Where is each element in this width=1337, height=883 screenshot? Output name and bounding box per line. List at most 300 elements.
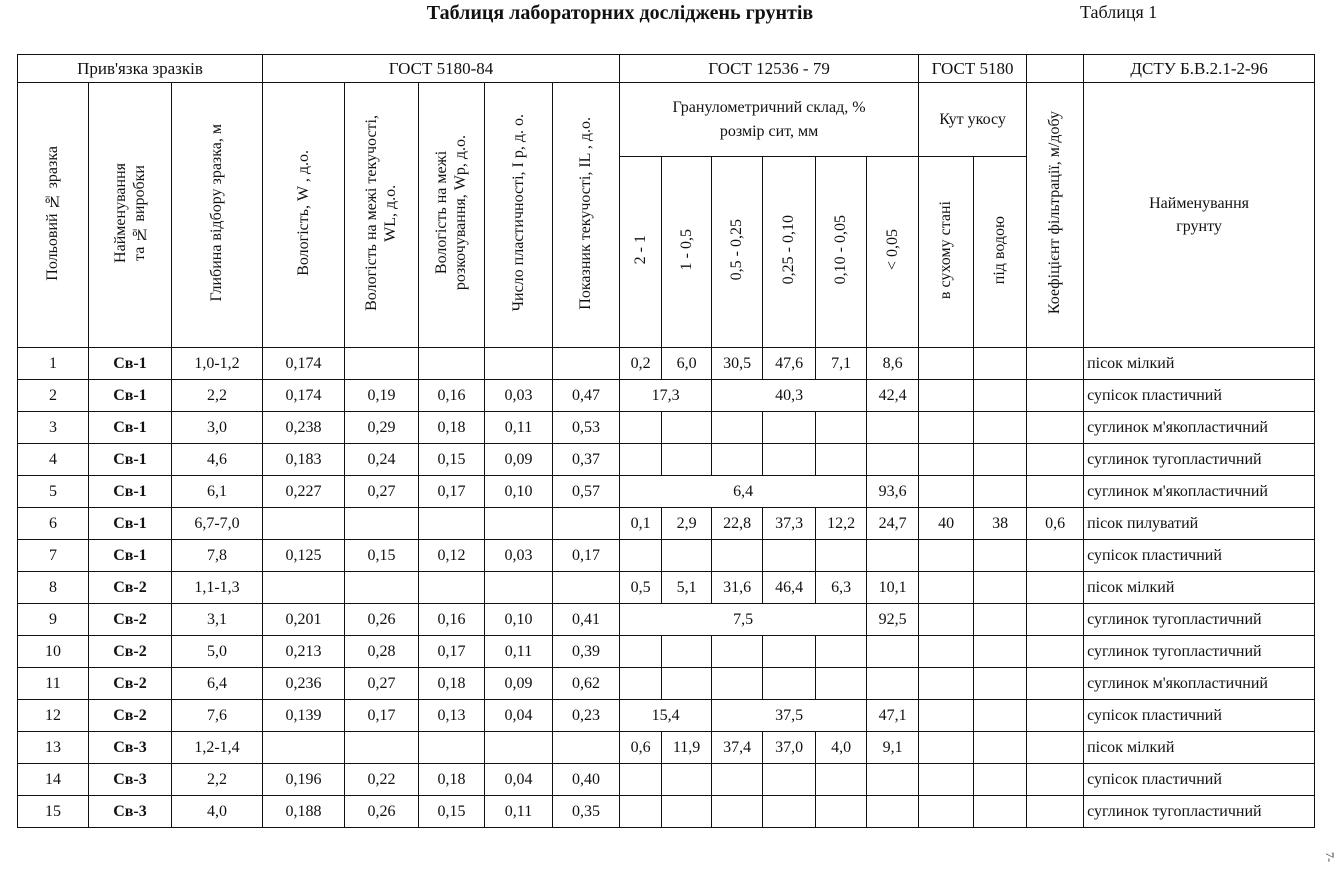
cell-sample-no: 1 <box>18 348 89 380</box>
cell-granulometry <box>662 764 712 796</box>
cell-plastic-limit: 0,18 <box>419 668 485 700</box>
cell-plasticity-index: 0,11 <box>485 796 553 828</box>
cell-plasticity-index: 0,09 <box>485 444 553 476</box>
cell-depth: 6,7-7,0 <box>172 508 263 540</box>
cell-moisture: 0,238 <box>263 412 345 444</box>
cell-working-name: Св-3 <box>89 796 172 828</box>
cell-working-name: Св-1 <box>89 444 172 476</box>
group-empty <box>1027 55 1084 83</box>
cell-slope-dry <box>919 444 974 476</box>
cell-plastic-limit <box>419 508 485 540</box>
cell-working-name: Св-2 <box>89 700 172 732</box>
cell-soil-name: суглинок м'якопластичний <box>1084 476 1315 508</box>
header-plasticity-index: Число пластичності, I p, д. о. <box>509 114 527 312</box>
table-row <box>18 508 1315 540</box>
cell-working-name: Св-1 <box>89 508 172 540</box>
cell-slope-wet <box>974 668 1027 700</box>
cell-depth: 1,0-1,2 <box>172 348 263 380</box>
cell-liquid-limit: 0,28 <box>345 636 419 668</box>
cell-soil-name: суглинок тугопластичний <box>1084 796 1315 828</box>
cell-granulometry <box>620 668 662 700</box>
cell-granulometry-fine: 42,4 <box>867 380 919 412</box>
cell-slope-dry <box>919 700 974 732</box>
header-filtration-cell <box>1027 83 1084 348</box>
cell-liquid-limit <box>345 348 419 380</box>
header-sieve-010-005: 0,10 - 0,05 <box>832 215 850 285</box>
cell-slope-dry <box>919 540 974 572</box>
header-soil-name: Найменування грунту <box>1084 83 1315 348</box>
header-sieve-1-05-cell <box>662 157 712 348</box>
cell-granulometry: 7,1 <box>816 348 867 380</box>
cell-liquid-limit: 0,15 <box>345 540 419 572</box>
cell-liquidity-index: 0,41 <box>553 604 620 636</box>
cell-liquidity-index: 0,53 <box>553 412 620 444</box>
cell-granulometry-medium: 40,3 <box>712 380 867 412</box>
cell-granulometry <box>763 540 816 572</box>
header-sieve-lt005-cell <box>867 157 919 348</box>
header-sieve-05-025: 0,5 - 0,25 <box>728 219 746 281</box>
cell-filtration <box>1027 604 1084 636</box>
cell-soil-name: супісок пластичний <box>1084 700 1315 732</box>
page-title: Таблиця лабораторних досліджень грунтів <box>426 2 814 24</box>
header-sieve-2-1: 2 - 1 <box>631 235 649 265</box>
cell-sample-no: 4 <box>18 444 89 476</box>
cell-granulometry <box>763 668 816 700</box>
cell-moisture: 0,125 <box>263 540 345 572</box>
group-gost5180-84: ГОСТ 5180-84 <box>263 55 620 83</box>
cell-granulometry: 31,6 <box>712 572 763 604</box>
cell-moisture: 0,227 <box>263 476 345 508</box>
cell-granulometry <box>662 412 712 444</box>
cell-granulometry <box>867 444 919 476</box>
header-working-name: Найменування та № виробки <box>111 163 148 263</box>
cell-liquidity-index <box>553 508 620 540</box>
cell-granulometry-coarse: 15,4 <box>620 700 712 732</box>
cell-depth: 6,1 <box>172 476 263 508</box>
cell-depth: 1,1-1,3 <box>172 572 263 604</box>
cell-liquid-limit: 0,22 <box>345 764 419 796</box>
cell-working-name: Св-2 <box>89 572 172 604</box>
cell-slope-wet <box>974 700 1027 732</box>
cell-plastic-limit: 0,18 <box>419 764 485 796</box>
cell-granulometry: 37,3 <box>763 508 816 540</box>
table-row <box>18 412 1315 444</box>
cell-depth: 4,0 <box>172 796 263 828</box>
header-sieve-025-010: 0,25 - 0,10 <box>780 215 798 285</box>
cell-granulometry: 10,1 <box>867 572 919 604</box>
cell-working-name: Св-2 <box>89 604 172 636</box>
cell-working-name: Св-1 <box>89 348 172 380</box>
cell-plastic-limit: 0,18 <box>419 412 485 444</box>
cell-granulometry <box>816 412 867 444</box>
table-row <box>18 764 1315 796</box>
cell-slope-dry <box>919 380 974 412</box>
cell-soil-name: пісок мілкий <box>1084 348 1315 380</box>
cell-filtration <box>1027 636 1084 668</box>
table-row <box>18 540 1315 572</box>
header-liquidity-index-cell <box>553 83 620 348</box>
cell-sample-no: 15 <box>18 796 89 828</box>
cell-granulometry <box>712 636 763 668</box>
cell-depth: 1,2-1,4 <box>172 732 263 764</box>
cell-moisture: 0,174 <box>263 348 345 380</box>
cell-slope-dry: 40 <box>919 508 974 540</box>
cell-granulometry <box>620 764 662 796</box>
cell-granulometry: 2,9 <box>662 508 712 540</box>
cell-moisture: 0,201 <box>263 604 345 636</box>
cell-granulometry: 47,6 <box>763 348 816 380</box>
cell-granulometry <box>712 540 763 572</box>
cell-slope-dry <box>919 636 974 668</box>
table-row <box>18 380 1315 412</box>
cell-granulometry: 0,5 <box>620 572 662 604</box>
cell-soil-name: пісок мілкий <box>1084 732 1315 764</box>
cell-sample-no: 11 <box>18 668 89 700</box>
table-row <box>18 668 1315 700</box>
header-sieve-2-1-cell <box>620 157 662 348</box>
cell-plastic-limit <box>419 572 485 604</box>
table-row <box>18 572 1315 604</box>
cell-granulometry: 5,1 <box>662 572 712 604</box>
header-moisture-cell <box>263 83 345 348</box>
cell-granulometry: 9,1 <box>867 732 919 764</box>
cell-plastic-limit: 0,15 <box>419 444 485 476</box>
cell-filtration <box>1027 764 1084 796</box>
cell-granulometry <box>816 764 867 796</box>
cell-liquidity-index: 0,57 <box>553 476 620 508</box>
cell-plasticity-index: 0,10 <box>485 476 553 508</box>
header-moisture: Вологість, W , д.о. <box>294 150 312 276</box>
cell-liquidity-index: 0,17 <box>553 540 620 572</box>
cell-plasticity-index <box>485 572 553 604</box>
header-plasticity-index-cell <box>485 83 553 348</box>
cell-working-name: Св-3 <box>89 764 172 796</box>
cell-filtration <box>1027 348 1084 380</box>
cell-depth: 3,0 <box>172 412 263 444</box>
cell-granulometry <box>712 412 763 444</box>
cell-moisture <box>263 732 345 764</box>
cell-granulometry <box>867 412 919 444</box>
cell-working-name: Св-3 <box>89 732 172 764</box>
cell-slope-wet <box>974 732 1027 764</box>
cell-granulometry <box>620 412 662 444</box>
cell-liquidity-index <box>553 732 620 764</box>
cell-sample-no: 7 <box>18 540 89 572</box>
cell-plastic-limit: 0,17 <box>419 476 485 508</box>
cell-moisture: 0,188 <box>263 796 345 828</box>
cell-moisture <box>263 508 345 540</box>
cell-soil-name: суглинок тугопластичний <box>1084 604 1315 636</box>
cell-liquid-limit: 0,26 <box>345 604 419 636</box>
cell-granulometry <box>763 636 816 668</box>
cell-granulometry <box>620 540 662 572</box>
cell-sample-no: 6 <box>18 508 89 540</box>
cell-slope-wet <box>974 412 1027 444</box>
cell-filtration <box>1027 700 1084 732</box>
cell-liquidity-index: 0,47 <box>553 380 620 412</box>
cell-granulometry-coarse: 17,3 <box>620 380 712 412</box>
table-row <box>18 604 1315 636</box>
cell-granulometry <box>712 796 763 828</box>
cell-slope-dry <box>919 604 974 636</box>
table-row <box>18 444 1315 476</box>
cell-granulometry <box>763 444 816 476</box>
cell-liquidity-index <box>553 572 620 604</box>
header-sample-no-cell <box>18 83 89 348</box>
cell-soil-name: пісок пилуватий <box>1084 508 1315 540</box>
cell-granulometry <box>763 412 816 444</box>
cell-plasticity-index <box>485 732 553 764</box>
cell-granulometry: 0,2 <box>620 348 662 380</box>
cell-granulometry <box>816 540 867 572</box>
header-dry-cell <box>919 157 974 348</box>
cell-granulometry-coarse: 6,4 <box>620 476 867 508</box>
cell-liquid-limit: 0,27 <box>345 476 419 508</box>
cell-granulometry-fine: 47,1 <box>867 700 919 732</box>
cell-liquidity-index: 0,35 <box>553 796 620 828</box>
cell-sample-no: 10 <box>18 636 89 668</box>
cell-granulometry <box>867 636 919 668</box>
header-filtration: Коефіцієнт фільтрації, м/добу <box>1046 111 1064 315</box>
cell-slope-dry <box>919 476 974 508</box>
cell-granulometry <box>867 764 919 796</box>
cell-soil-name: суглинок м'якопластичний <box>1084 668 1315 700</box>
cell-granulometry: 30,5 <box>712 348 763 380</box>
cell-granulometry <box>816 668 867 700</box>
cell-liquidity-index: 0,39 <box>553 636 620 668</box>
cell-slope-wet <box>974 348 1027 380</box>
header-sieve-lt005: < 0,05 <box>883 229 901 271</box>
cell-slope-wet <box>974 444 1027 476</box>
cell-granulometry <box>662 668 712 700</box>
cell-soil-name: суглинок тугопластичний <box>1084 636 1315 668</box>
cell-moisture <box>263 572 345 604</box>
cell-plastic-limit: 0,15 <box>419 796 485 828</box>
cell-liquid-limit: 0,26 <box>345 796 419 828</box>
cell-moisture: 0,139 <box>263 700 345 732</box>
cell-granulometry-medium: 37,5 <box>712 700 867 732</box>
cell-soil-name: супісок пластичний <box>1084 380 1315 412</box>
header-working-name-cell <box>89 83 172 348</box>
cell-granulometry <box>662 636 712 668</box>
cell-liquid-limit <box>345 732 419 764</box>
cell-liquidity-index: 0,23 <box>553 700 620 732</box>
cell-plastic-limit: 0,12 <box>419 540 485 572</box>
cell-soil-name: супісок пластичний <box>1084 764 1315 796</box>
cell-depth: 3,1 <box>172 604 263 636</box>
cell-liquid-limit: 0,24 <box>345 444 419 476</box>
cell-depth: 6,4 <box>172 668 263 700</box>
cell-depth: 2,2 <box>172 764 263 796</box>
cell-granulometry <box>620 636 662 668</box>
cell-granulometry <box>662 444 712 476</box>
cell-granulometry: 37,0 <box>763 732 816 764</box>
header-depth: Глибина відбору зразка, м <box>208 124 226 302</box>
cell-slope-wet <box>974 540 1027 572</box>
header-wet-cell <box>974 157 1027 348</box>
table-row <box>18 348 1315 380</box>
cell-sample-no: 8 <box>18 572 89 604</box>
cell-moisture: 0,236 <box>263 668 345 700</box>
cell-filtration <box>1027 412 1084 444</box>
cell-slope-dry <box>919 796 974 828</box>
header-plastic-limit: Вологість на межі розкочування, Wp, д.о. <box>433 135 470 291</box>
table-number: Таблиця 1 <box>1080 2 1158 22</box>
cell-granulometry: 4,0 <box>816 732 867 764</box>
cell-working-name: Св-1 <box>89 380 172 412</box>
cell-liquidity-index: 0,40 <box>553 764 620 796</box>
header-granulometry: Гранулометричний склад, % розмір сит, мм <box>620 83 919 157</box>
cell-depth: 7,6 <box>172 700 263 732</box>
cell-moisture: 0,196 <box>263 764 345 796</box>
header-depth-cell <box>172 83 263 348</box>
cell-granulometry <box>662 796 712 828</box>
cell-slope-dry <box>919 572 974 604</box>
cell-sample-no: 5 <box>18 476 89 508</box>
cell-liquidity-index: 0,62 <box>553 668 620 700</box>
header-wet: під водою <box>991 215 1009 285</box>
cell-soil-name: пісок мілкий <box>1084 572 1315 604</box>
cell-plasticity-index: 0,09 <box>485 668 553 700</box>
cell-filtration <box>1027 732 1084 764</box>
cell-granulometry: 22,8 <box>712 508 763 540</box>
cell-liquidity-index: 0,37 <box>553 444 620 476</box>
cell-sample-no: 12 <box>18 700 89 732</box>
cell-liquid-limit <box>345 508 419 540</box>
cell-granulometry: 0,6 <box>620 732 662 764</box>
cell-slope-wet <box>974 636 1027 668</box>
cell-granulometry <box>620 444 662 476</box>
cell-granulometry <box>867 540 919 572</box>
cell-plasticity-index: 0,04 <box>485 764 553 796</box>
header-liquid-limit-cell <box>345 83 419 348</box>
cell-granulometry <box>712 764 763 796</box>
cell-plastic-limit: 0,16 <box>419 604 485 636</box>
cell-liquid-limit: 0,19 <box>345 380 419 412</box>
group-binding: Прив'язка зразків <box>18 55 263 83</box>
cell-granulometry: 6,0 <box>662 348 712 380</box>
side-mark: 7- <box>1323 852 1337 862</box>
header-plastic-limit-cell <box>419 83 485 348</box>
cell-liquid-limit: 0,29 <box>345 412 419 444</box>
cell-depth: 5,0 <box>172 636 263 668</box>
cell-granulometry-fine: 93,6 <box>867 476 919 508</box>
cell-sample-no: 13 <box>18 732 89 764</box>
cell-granulometry <box>816 796 867 828</box>
cell-granulometry: 24,7 <box>867 508 919 540</box>
cell-moisture: 0,183 <box>263 444 345 476</box>
cell-granulometry: 46,4 <box>763 572 816 604</box>
cell-depth: 7,8 <box>172 540 263 572</box>
cell-liquid-limit: 0,27 <box>345 668 419 700</box>
cell-plasticity-index: 0,10 <box>485 604 553 636</box>
cell-granulometry <box>712 444 763 476</box>
cell-granulometry-fine: 92,5 <box>867 604 919 636</box>
table-row <box>18 476 1315 508</box>
header-sieve-1-05: 1 - 0,5 <box>677 229 695 271</box>
cell-working-name: Св-2 <box>89 636 172 668</box>
table-row <box>18 636 1315 668</box>
cell-working-name: Св-2 <box>89 668 172 700</box>
cell-granulometry <box>816 636 867 668</box>
cell-moisture: 0,213 <box>263 636 345 668</box>
cell-liquid-limit <box>345 572 419 604</box>
cell-working-name: Св-1 <box>89 476 172 508</box>
cell-granulometry <box>763 764 816 796</box>
cell-plastic-limit: 0,17 <box>419 636 485 668</box>
cell-soil-name: суглинок м'якопластичний <box>1084 412 1315 444</box>
cell-granulometry <box>662 540 712 572</box>
cell-granulometry: 6,3 <box>816 572 867 604</box>
cell-granulometry <box>816 444 867 476</box>
cell-liquid-limit: 0,17 <box>345 700 419 732</box>
cell-plastic-limit <box>419 348 485 380</box>
cell-liquidity-index <box>553 348 620 380</box>
cell-granulometry: 0,1 <box>620 508 662 540</box>
cell-moisture: 0,174 <box>263 380 345 412</box>
cell-plasticity-index: 0,11 <box>485 412 553 444</box>
cell-plasticity-index: 0,03 <box>485 540 553 572</box>
table-row <box>18 732 1315 764</box>
cell-depth: 4,6 <box>172 444 263 476</box>
cell-slope-wet <box>974 476 1027 508</box>
cell-filtration: 0,6 <box>1027 508 1084 540</box>
cell-granulometry <box>712 668 763 700</box>
cell-granulometry: 8,6 <box>867 348 919 380</box>
header-sample-no: Польовий № зразка <box>44 145 62 281</box>
cell-granulometry: 37,4 <box>712 732 763 764</box>
cell-granulometry <box>867 796 919 828</box>
cell-filtration <box>1027 540 1084 572</box>
cell-slope-dry <box>919 348 974 380</box>
cell-soil-name: супісок пластичний <box>1084 540 1315 572</box>
header-dry: в сухому стані <box>937 200 955 300</box>
cell-slope-dry <box>919 732 974 764</box>
cell-slope-wet <box>974 604 1027 636</box>
cell-slope-wet <box>974 796 1027 828</box>
header-slope-angle: Кут укосу <box>919 83 1027 157</box>
cell-sample-no: 14 <box>18 764 89 796</box>
cell-granulometry <box>763 796 816 828</box>
cell-granulometry: 11,9 <box>662 732 712 764</box>
group-gost5180: ГОСТ 5180 <box>919 55 1027 83</box>
cell-plastic-limit <box>419 732 485 764</box>
header-liquidity-index: Показник текучості, IL , д.о. <box>577 116 595 310</box>
cell-sample-no: 2 <box>18 380 89 412</box>
table-row <box>18 796 1315 828</box>
cell-sample-no: 9 <box>18 604 89 636</box>
cell-slope-wet <box>974 572 1027 604</box>
cell-filtration <box>1027 380 1084 412</box>
cell-plastic-limit: 0,16 <box>419 380 485 412</box>
cell-slope-wet <box>974 764 1027 796</box>
soil-lab-table <box>17 54 1315 828</box>
table-row <box>18 700 1315 732</box>
cell-granulometry-coarse: 7,5 <box>620 604 867 636</box>
header-sieve-010-005-cell <box>816 157 867 348</box>
cell-plasticity-index: 0,03 <box>485 380 553 412</box>
cell-filtration <box>1027 476 1084 508</box>
cell-plasticity-index: 0,04 <box>485 700 553 732</box>
cell-working-name: Св-1 <box>89 412 172 444</box>
cell-soil-name: суглинок тугопластичний <box>1084 444 1315 476</box>
cell-plastic-limit: 0,13 <box>419 700 485 732</box>
cell-depth: 2,2 <box>172 380 263 412</box>
cell-granulometry <box>620 796 662 828</box>
group-gost12536: ГОСТ 12536 - 79 <box>620 55 919 83</box>
header-liquid-limit: Вологість на межі текучості, WL, д.о. <box>363 115 400 311</box>
cell-filtration <box>1027 444 1084 476</box>
